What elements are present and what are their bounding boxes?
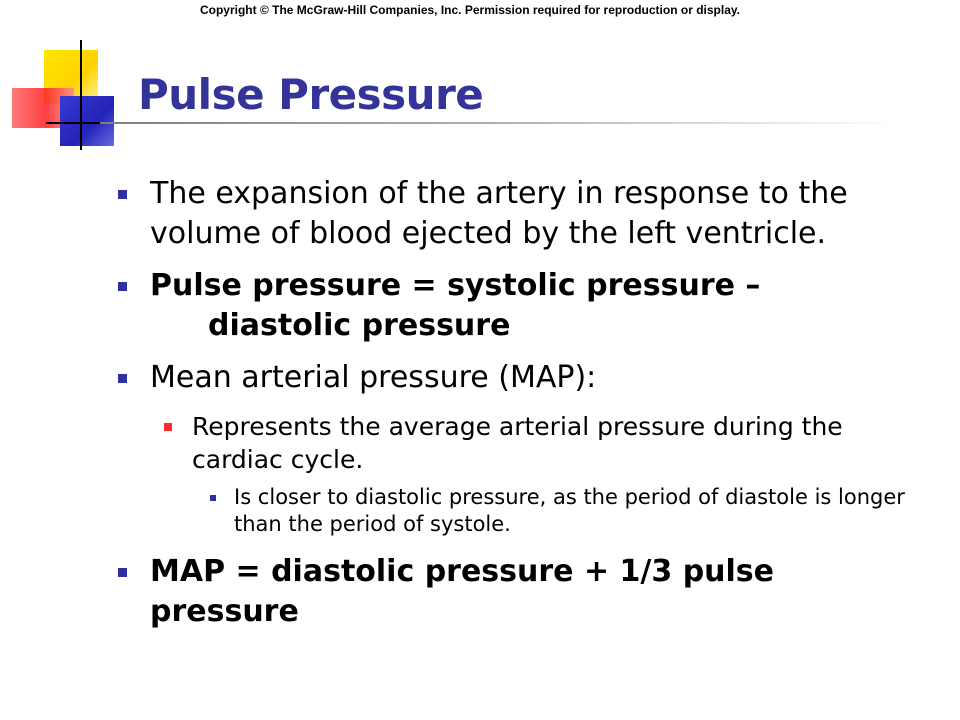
sub-sub-bullet-diastole (194, 484, 932, 538)
square-bullet-icon (210, 495, 216, 501)
square-bullet-icon (118, 374, 127, 383)
bullet-text: Mean arterial pressure (MAP): (150, 360, 597, 395)
bullet-text: The expansion of the artery in response to the volume of blood ejected by the left ventricle. (150, 176, 848, 251)
slide-content (112, 174, 932, 644)
square-bullet-icon (118, 190, 127, 199)
sub-bullet-average-pressure (154, 410, 932, 476)
bullet-map-formula (112, 552, 932, 632)
square-bullet-icon (118, 568, 127, 577)
title-underline (100, 122, 900, 124)
bullet-artery-expansion (112, 174, 932, 254)
vertical-line-decoration (80, 40, 82, 150)
square-bullet-icon (118, 282, 127, 291)
sub-bullet-text: Represents the average arterial pressure during the cardiac cycle. (192, 412, 843, 474)
bullet-text-line-1: Pulse pressure = systolic pressure – (150, 268, 761, 303)
sub-sub-bullet-text: Is closer to diastolic pressure, as the period of diastole is longer than the period of systole. (234, 485, 905, 536)
copyright-notice: Copyright © The McGraw-Hill Companies, Inc. Permission required for reproduction or display. (199, 3, 741, 17)
slide-title: Pulse Pressure (138, 70, 484, 119)
bullet-mean-arterial-pressure (112, 358, 932, 398)
bullet-text-line-2: diastolic pressure (208, 308, 511, 343)
bullet-text: MAP = diastolic pressure + 1/3 pulse pressure (150, 554, 775, 629)
square-bullet-icon (164, 423, 172, 431)
decorative-logo (0, 0, 140, 170)
blue-square-decoration (60, 96, 114, 146)
bullet-pulse-pressure-formula (112, 266, 932, 346)
